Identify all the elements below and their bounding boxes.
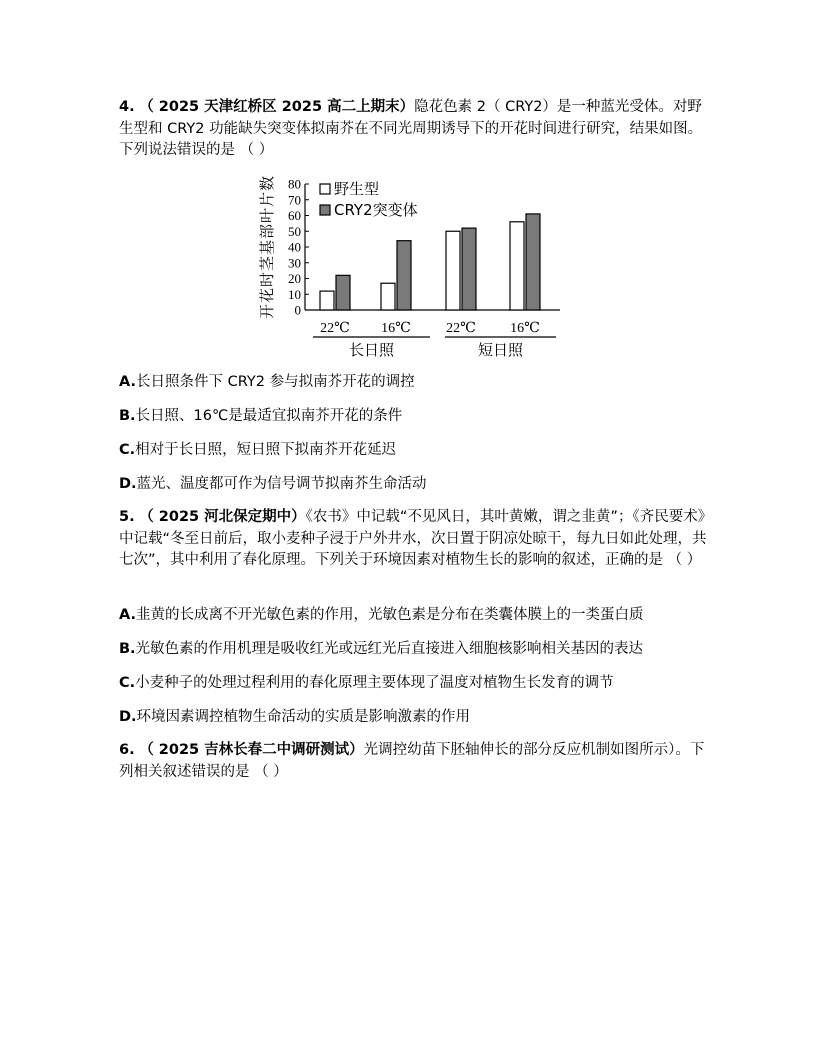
option-text: 光敏色素的作用机理是吸收红光或远红光后直接进入细胞核影响相关基因的表达 (135, 641, 644, 657)
option-letter: C. (119, 675, 136, 691)
question-4-option-b[interactable] (119, 406, 719, 426)
question-6-stem (119, 740, 709, 783)
question-6-number: 6. (119, 742, 135, 758)
question-4-option-c[interactable] (119, 440, 719, 460)
option-letter: B. (119, 408, 136, 424)
y-tick-label: 20 (288, 271, 301, 286)
option-text: 蓝光、温度都可作为信号调节拟南芥生命活动 (136, 476, 427, 492)
question-6-text: 光调控幼苗下胚轴伸长的部分反应机制如图所示）。下列相关叙述错误的是 （ ） (119, 742, 705, 780)
question-4-stem (119, 97, 709, 162)
option-letter: B. (119, 641, 136, 657)
flowering-time-bar-chart (250, 170, 570, 365)
bar-cry2-mutant (526, 214, 540, 310)
option-letter: D. (119, 709, 137, 725)
option-text: 相对于长日照，短日照下拟南芥开花延迟 (135, 442, 397, 458)
option-text: 长日照条件下 CRY2 参与拟南芥开花的调控 (136, 374, 415, 390)
option-letter: A. (119, 607, 136, 623)
question-4-option-a[interactable] (119, 372, 719, 392)
question-4-option-d[interactable] (119, 474, 719, 494)
legend-swatch (320, 205, 330, 215)
option-text: 长日照、16℃是最适宜拟南芥开花的条件 (135, 408, 403, 424)
question-5-number: 5. (119, 509, 135, 525)
question-5-stem (119, 507, 709, 572)
question-5-option-a[interactable] (119, 605, 719, 625)
bar-wild-type (320, 291, 334, 310)
option-text: 小麦种子的处理过程利用的春化原理主要体现了温度对植物生长发育的调节 (135, 675, 614, 691)
option-text: 环境因素调控植物生命活动的实质是影响激素的作用 (136, 709, 471, 725)
y-tick-label: 70 (288, 192, 301, 208)
legend-label: 野生型 (334, 180, 380, 198)
question-6-source: （ 2025 吉林长春二中调研测试） (139, 742, 364, 758)
x-category-label: 16℃ (510, 321, 540, 336)
option-letter: C. (119, 442, 136, 458)
y-tick-label: 60 (288, 208, 301, 223)
y-tick-label: 80 (288, 176, 301, 192)
question-5-option-d[interactable] (119, 707, 719, 727)
y-axis-title: 开花时茎基部叶片数 (258, 174, 276, 320)
legend-swatch (320, 184, 330, 194)
question-5-source: （ 2025 河北保定期中） (139, 509, 306, 525)
group-label: 短日照 (477, 341, 524, 359)
option-text: 韭黄的长成离不开光敏色素的作用，光敏色素是分布在类囊体膜上的一类蛋白质 (136, 607, 644, 623)
question-5-text: 《农书》中记载“不见风日，其叶黄嫩，谓之韭黄”；《齐民要术》中记载“冬至日前后，取小麦种子浸于户外井水，次日置于阴凉处晾干，每九日如此处理，共七次”，其中利用了春化原理。下列关于环境因素对植物生长的影响的叙述，正确的是 （ ） (119, 509, 707, 568)
bar-wild-type (446, 231, 460, 310)
x-category-label: 22℃ (320, 321, 350, 336)
y-tick-label: 10 (288, 286, 301, 302)
group-label: 长日照 (348, 341, 395, 359)
question-4-number: 4. (119, 99, 135, 115)
y-tick-label: 40 (288, 239, 301, 255)
x-category-label: 16℃ (381, 321, 411, 336)
question-5-option-b[interactable] (119, 639, 719, 659)
question-4-text: 隐花色素 2（ CRY2）是一种蓝光受体。对野生型和 CRY2 功能缺失突变体拟南芥在不同光周期诱导下的开花时间进行研究，结果如图。下列说法错误的是 （ ） (119, 99, 703, 158)
option-letter: D. (119, 476, 137, 492)
bar-cry2-mutant (462, 228, 476, 310)
option-letter: A. (119, 374, 136, 390)
question-5-option-c[interactable] (119, 673, 719, 693)
y-tick-label: 30 (288, 255, 301, 271)
x-category-label: 22℃ (446, 321, 476, 336)
bar-wild-type (381, 283, 395, 310)
bar-wild-type (510, 222, 524, 310)
legend-label: CRY2突变体 (334, 201, 418, 219)
bar-cry2-mutant (336, 275, 350, 310)
question-4-source: （ 2025 天津红桥区 2025 高二上期末） (139, 99, 415, 115)
bar-cry2-mutant (397, 241, 411, 310)
y-tick-label: 0 (294, 302, 301, 318)
y-tick-label: 50 (288, 223, 301, 239)
